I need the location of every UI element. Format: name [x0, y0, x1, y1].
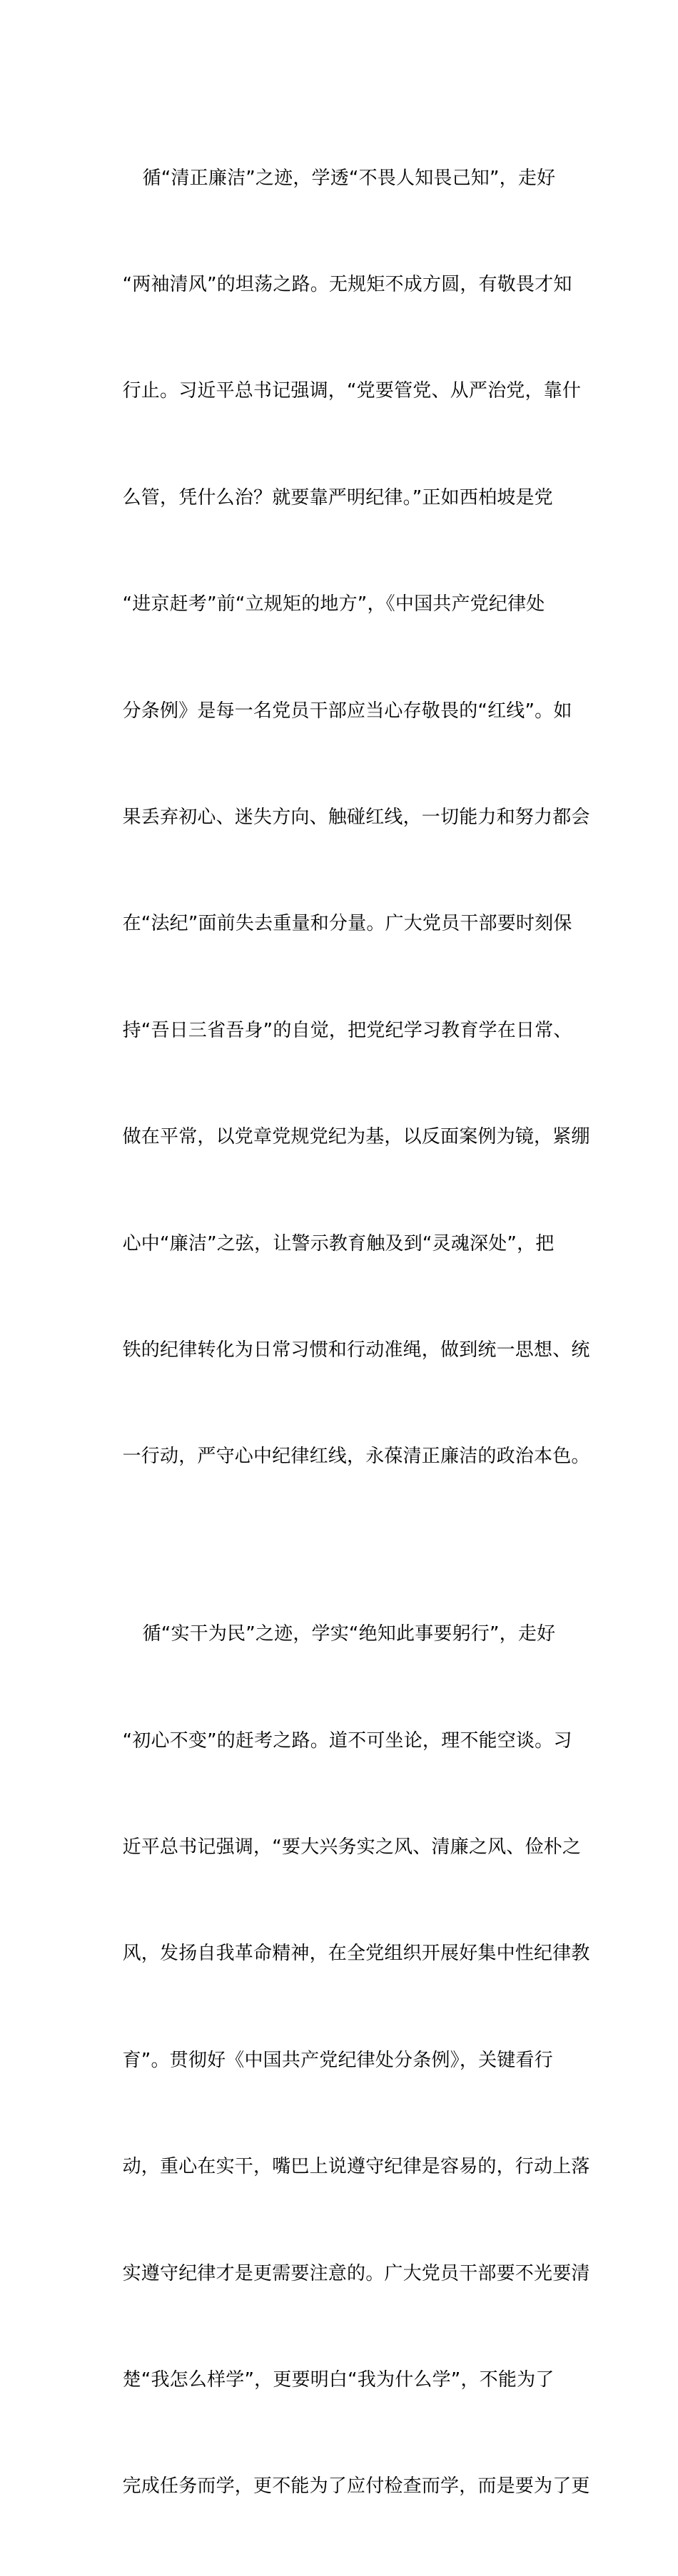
text-line: 循“实干为民”之迹，学实“绝知此事要躬行”，走好 [142, 1623, 556, 1645]
text-line: “两袖清风”的坦荡之路。无规矩不成方圆，有敬畏才知 [122, 273, 572, 295]
text-line: 完成任务而学，更不能为了应付检查而学，而是要为了更 [122, 2475, 590, 2498]
text-line: 么管，凭什么治？就要靠严明纪律。”正如西柏坡是党 [122, 486, 553, 508]
text-line: 风，发扬自我革命精神，在全党组织开展好集中性纪律教 [122, 1943, 590, 1965]
text-line: 果丢弃初心、迷失方向、触碰红线，一切能力和努力都会 [122, 806, 590, 828]
text-line: 分条例》是每一名党员干部应当心存敬畏的“红线”。如 [122, 700, 572, 722]
text-line: 持“吾日三省吾身”的自觉，把党纪学习教育学在日常、 [122, 1019, 572, 1041]
text-line: 循“清正廉洁”之迹，学透“不畏人知畏己知”，走好 [142, 167, 556, 189]
text-line: 行止。习近平总书记强调，“党要管党、从严治党，靠什 [122, 380, 582, 402]
text-line: 在“法纪”面前失去重量和分量。广大党员干部要时刻保 [122, 913, 572, 935]
text-line: 做在平常，以党章党规党纪为基，以反面案例为镜，紧绷 [122, 1126, 590, 1148]
paragraph-2 [102, 1546, 590, 2576]
text-line: 近平总书记强调，“要大兴务实之风、清廉之风、俭朴之 [122, 1836, 582, 1859]
text-line: 一行动，严守心中纪律红线，永葆清正廉洁的政治本色。 [122, 1446, 590, 1468]
text-line: 育”。贯彻好《中国共产党纪律处分条例》，关键看行 [122, 2049, 553, 2071]
text-line: 动，重心在实干，嘴巴上说遵守纪律是容易的，行动上落 [122, 2156, 590, 2178]
document-body [102, 90, 590, 2576]
text-line: “进京赶考”前“立规矩的地方”，《中国共产党纪律处 [122, 593, 545, 615]
text-line: 心中“廉洁”之弦，让警示教育触及到“灵魂深处”，把 [122, 1232, 555, 1254]
text-line: 楚“我怎么样学”，更要明白“我为什么学”，不能为了 [122, 2369, 555, 2391]
paragraph-1 [102, 90, 590, 1546]
text-line: “初心不变”的赶考之路。道不可坐论，理不能空谈。习 [122, 1729, 572, 1752]
text-line: 铁的纪律转化为日常习惯和行动准绳，做到统一思想、统 [122, 1339, 590, 1361]
text-line: 实遵守纪律才是更需要注意的。广大党员干部要不光要清 [122, 2262, 590, 2284]
